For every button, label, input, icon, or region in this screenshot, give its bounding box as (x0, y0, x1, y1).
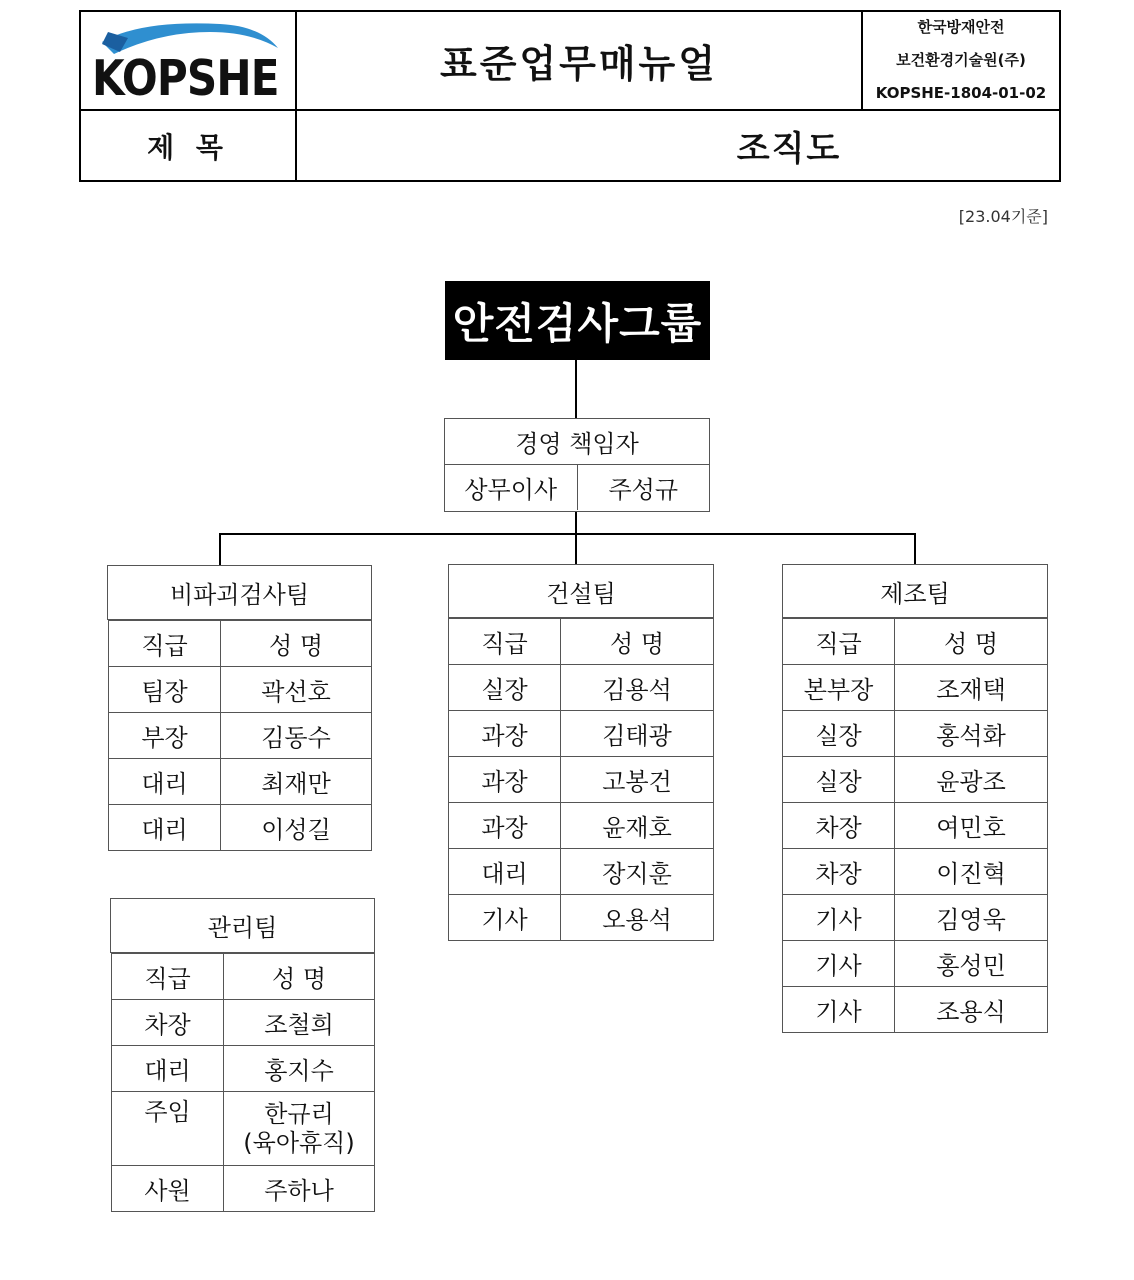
name-header: 성 명 (221, 621, 372, 667)
member-name: 한규리 (264, 1099, 334, 1128)
member-rank: 팀장 (109, 667, 221, 713)
team-name: 건설팀 (448, 564, 714, 618)
member-rank: 대리 (449, 849, 561, 895)
table-row (109, 759, 372, 805)
member-name: 장지훈 (561, 849, 714, 895)
connector-horizontal (219, 533, 916, 535)
table-row (109, 667, 372, 713)
table-row (783, 803, 1048, 849)
document-code: KOPSHE-1804-01-02 (875, 84, 1047, 102)
table-row (449, 665, 714, 711)
member-rank: 주임 (112, 1092, 224, 1166)
name-header: 성 명 (895, 619, 1048, 665)
member-rank: 부장 (109, 713, 221, 759)
subject-title: 조직도 (736, 129, 842, 169)
member-name: 윤재호 (561, 803, 714, 849)
member-name: 조용식 (895, 987, 1048, 1033)
rank-header: 직급 (109, 621, 221, 667)
team-name: 제조팀 (782, 564, 1048, 618)
subject-title-cell (297, 111, 1059, 180)
team-ndt (107, 565, 372, 851)
logo-text: KOPSHE (92, 49, 279, 107)
table-header-row (783, 619, 1048, 665)
manual-title-cell (297, 12, 863, 111)
member-rank: 과장 (449, 757, 561, 803)
table-row (449, 757, 714, 803)
table-row (783, 757, 1048, 803)
org-info-cell (863, 12, 1059, 111)
team-construction (448, 564, 714, 941)
document-header (79, 10, 1061, 182)
table-header-row (109, 621, 372, 667)
connector-team-1 (219, 533, 221, 565)
member-rank: 대리 (112, 1046, 224, 1092)
basis-date: [23.04기준] (958, 207, 1048, 226)
member-name: 이진혁 (895, 849, 1048, 895)
logo-cell (81, 12, 297, 111)
rank-header: 직급 (112, 954, 224, 1000)
member-name: 주하나 (224, 1166, 375, 1212)
team-member-table (782, 618, 1048, 1033)
ceo-rank: 상무이사 (445, 465, 578, 510)
table-row (112, 1166, 375, 1212)
group-box: 안전검사그룹 (445, 281, 710, 360)
table-row (112, 1092, 375, 1166)
name-header: 성 명 (561, 619, 714, 665)
member-rank: 과장 (449, 803, 561, 849)
member-rank: 차장 (783, 849, 895, 895)
team-management (110, 898, 375, 1212)
member-rank: 차장 (112, 1000, 224, 1046)
table-row (783, 987, 1048, 1033)
member-name: 홍성민 (895, 941, 1048, 987)
connector-team-3 (914, 533, 916, 564)
member-rank: 대리 (109, 805, 221, 851)
org-name-line-2: 보건환경기술원(주) (896, 51, 1026, 69)
member-name: 최재만 (221, 759, 372, 805)
subject-label-cell (81, 111, 297, 180)
member-rank: 기사 (783, 895, 895, 941)
member-rank: 실장 (783, 757, 895, 803)
manual-title: 표준업무매뉴얼 (440, 42, 718, 86)
member-rank: 실장 (449, 665, 561, 711)
table-row (449, 849, 714, 895)
member-rank: 사원 (112, 1166, 224, 1212)
table-row (109, 805, 372, 851)
member-name: 조재택 (895, 665, 1048, 711)
member-rank: 대리 (109, 759, 221, 805)
connector-group-ceo (575, 360, 577, 418)
member-rank: 기사 (783, 987, 895, 1033)
team-manufacturing (782, 564, 1048, 1033)
member-leave-note: (육아휴직) (243, 1128, 355, 1157)
member-name-cell (224, 1092, 375, 1166)
connector-ceo-down (575, 512, 577, 534)
name-header: 성 명 (224, 954, 375, 1000)
member-name: 김태광 (561, 711, 714, 757)
rank-header: 직급 (783, 619, 895, 665)
team-name: 관리팀 (110, 898, 375, 953)
member-rank: 기사 (783, 941, 895, 987)
subject-label: 제 목 (147, 130, 229, 164)
ceo-title: 경영 책임자 (445, 419, 709, 465)
member-rank: 차장 (783, 803, 895, 849)
table-row (783, 849, 1048, 895)
org-name-line-1: 한국방재안전 (917, 18, 1005, 36)
member-name: 김동수 (221, 713, 372, 759)
table-row (783, 895, 1048, 941)
member-name: 곽선호 (221, 667, 372, 713)
table-row (112, 1000, 375, 1046)
team-member-table (108, 620, 372, 851)
table-row (449, 895, 714, 941)
member-name: 윤광조 (895, 757, 1048, 803)
team-member-table (448, 618, 714, 941)
team-name: 비파괴검사팀 (107, 565, 372, 620)
team-member-table (111, 953, 375, 1212)
member-rank: 기사 (449, 895, 561, 941)
member-name: 여민호 (895, 803, 1048, 849)
member-name: 홍석화 (895, 711, 1048, 757)
table-row (112, 1046, 375, 1092)
table-header-row (449, 619, 714, 665)
table-header-row (112, 954, 375, 1000)
member-name: 고봉건 (561, 757, 714, 803)
connector-team-2 (575, 533, 577, 564)
member-name: 김용석 (561, 665, 714, 711)
kopshe-logo (88, 16, 288, 106)
member-name: 김영욱 (895, 895, 1048, 941)
member-name: 오용석 (561, 895, 714, 941)
table-row (449, 803, 714, 849)
rank-header: 직급 (449, 619, 561, 665)
table-row (783, 665, 1048, 711)
member-name: 조철희 (224, 1000, 375, 1046)
ceo-box (444, 418, 710, 512)
table-row (449, 711, 714, 757)
member-rank: 본부장 (783, 665, 895, 711)
table-row (783, 941, 1048, 987)
table-row (109, 713, 372, 759)
table-row (783, 711, 1048, 757)
member-name: 홍지수 (224, 1046, 375, 1092)
member-name: 이성길 (221, 805, 372, 851)
member-rank: 실장 (783, 711, 895, 757)
ceo-name: 주성규 (608, 476, 679, 504)
member-rank: 과장 (449, 711, 561, 757)
